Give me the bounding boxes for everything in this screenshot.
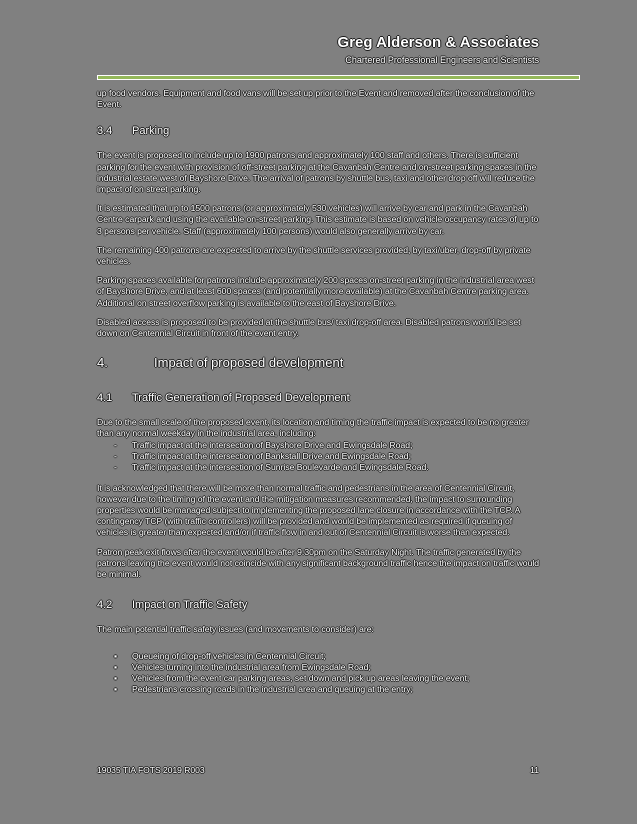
- parking-paragraph-5: Disabled access is proposed to be provided at the shuttle bus/ taxi drop-off area. Disabled patrons would be set down on Centennial Circuit in front of the event entry.: [97, 316, 521, 339]
- square-bullet-icon: ▪: [114, 684, 118, 695]
- section-title: Traffic Generation of Proposed Development: [132, 392, 350, 405]
- dash-bullet-icon: -: [114, 461, 117, 472]
- section-heading-3-4: [97, 124, 542, 138]
- square-bullet-icon: ▪: [114, 673, 118, 684]
- list-item: ▪ Vehicles from the event car parking areas, set down and pick up areas leaving the event;: [97, 673, 542, 684]
- traffic-generation-paragraph-1: Due to the small scale of the proposed event, its location and timing the traffic impact is expected to be no greater than any normal weekday in the industrial area, including:: [97, 417, 529, 439]
- document-reference: 19035 TIA FOTS 2019 R003: [97, 765, 205, 775]
- square-bullet-icon: ▪: [114, 662, 118, 673]
- list-item: - Traffic impact at the intersection of Bayshore Drive and Ewingsdale Road;: [97, 440, 542, 451]
- list-item: ▪ Pedestrians crossing roads in the industrial area and queuing at the entry;: [97, 684, 542, 695]
- safety-issues-list: [97, 651, 542, 695]
- traffic-generation-paragraph-2: It is acknowledged that there will be more than normal traffic and pedestrians in the area of Centennial Circuit, however due to the timing of the event and the mitigation measures recommended, the impact to surrounding properties would be managed subject to implementing the proposed lane closure in accordance with the TCP. A contingency TCP (with traffic controllers) will be provided and would be implemented as required if queuing of vehicles is greater than expected and/or if traffic flow in and out of Centennial Circuit is worse than expected.: [97, 482, 520, 538]
- traffic-safety-paragraph-1: The main potential traffic safety issues (and movements to consider) are:: [97, 624, 374, 635]
- parking-paragraph-4: Parking spaces available for patrons include approximately 200 spaces on-street parking in the industrial area west of Bayshore Drive, and at least 600 spaces (and potentially more available) at the Cavanbah Centre parking area. Additional on street overflow parking is available to the east of Bayshore Drive.: [97, 275, 535, 308]
- list-item: ▪ Vehicles turning into the industrial area from Ewingsdale Road;: [97, 662, 542, 673]
- section-heading-4-2: [97, 598, 542, 612]
- list-item: - Traffic impact at the intersection of Sunrise Boulevarde and Ewingsdale Road.: [97, 462, 542, 473]
- list-item: ▪ Queueing of drop-off vehicles in Centennial Circuit;: [97, 651, 542, 662]
- parking-paragraph-2: It is estimated that up to 1500 patrons (or approximately 530 vehicles) will arrive by car and park in the Cavanbah Centre carpark and using the available on-street parking. This estimate is based on vehicle occupancy rates of up to 3 persons per vehicle. Staff (approximately 100 persons) would also generally arrive by car.: [97, 203, 539, 236]
- parking-paragraph-3: The remaining 400 patrons are expected to arrive by the shuttle services provided, by taxi/uber, drop-off by private vehicles.: [97, 244, 531, 267]
- section-heading-4-1: [97, 391, 542, 405]
- header-divider: [97, 75, 580, 80]
- company-tagline: Chartered Professional Engineers and Scientists: [345, 55, 539, 65]
- section-title: Parking: [132, 125, 170, 138]
- intersection-list: [97, 440, 542, 473]
- section-number: 4.: [97, 355, 108, 371]
- list-item: - Traffic impact at the intersection of Bankstall Drive and Ewingsdale Road;: [97, 451, 542, 462]
- dash-bullet-icon: -: [114, 439, 117, 450]
- page-footer: [97, 765, 539, 775]
- section-number: 4.2: [97, 599, 113, 612]
- traffic-generation-paragraph-3: Patron peak exit flows after the event would be after 9:30pm on the Saturday Night. The traffic generated by the patrons leaving the event would not coincide with any significant background traffic hence the impact on traffic would be minimal.: [97, 546, 540, 580]
- dash-bullet-icon: -: [114, 450, 117, 461]
- section-title: Impact on Traffic Safety: [132, 599, 248, 612]
- intro-paragraph: up food vendors. Equipment and food vans will be set up prior to the Event and removed after the conclusion of the Event.: [97, 88, 535, 110]
- page-number: 11: [530, 765, 539, 775]
- section-number: 3.4: [97, 125, 113, 138]
- section-heading-4: [97, 355, 542, 371]
- parking-paragraph-1: The event is proposed to include up to 1900 patrons and approximately 100 staff and others. There is sufficient parking for the event with provision of off-street parking at the Cavanbah Centre and on-street parking spaces in the industrial estate west of Bayshore Drive. The arrival of patrons by shuttle bus, taxi and other drop off will reduce the impact of on street parking.: [97, 150, 537, 195]
- square-bullet-icon: ▪: [114, 651, 118, 662]
- document-body: [97, 88, 542, 705]
- section-title: Impact of proposed development: [154, 355, 344, 371]
- company-name: Greg Alderson & Associates: [337, 34, 539, 51]
- letterhead: [338, 34, 539, 66]
- section-number: 4.1: [97, 392, 113, 405]
